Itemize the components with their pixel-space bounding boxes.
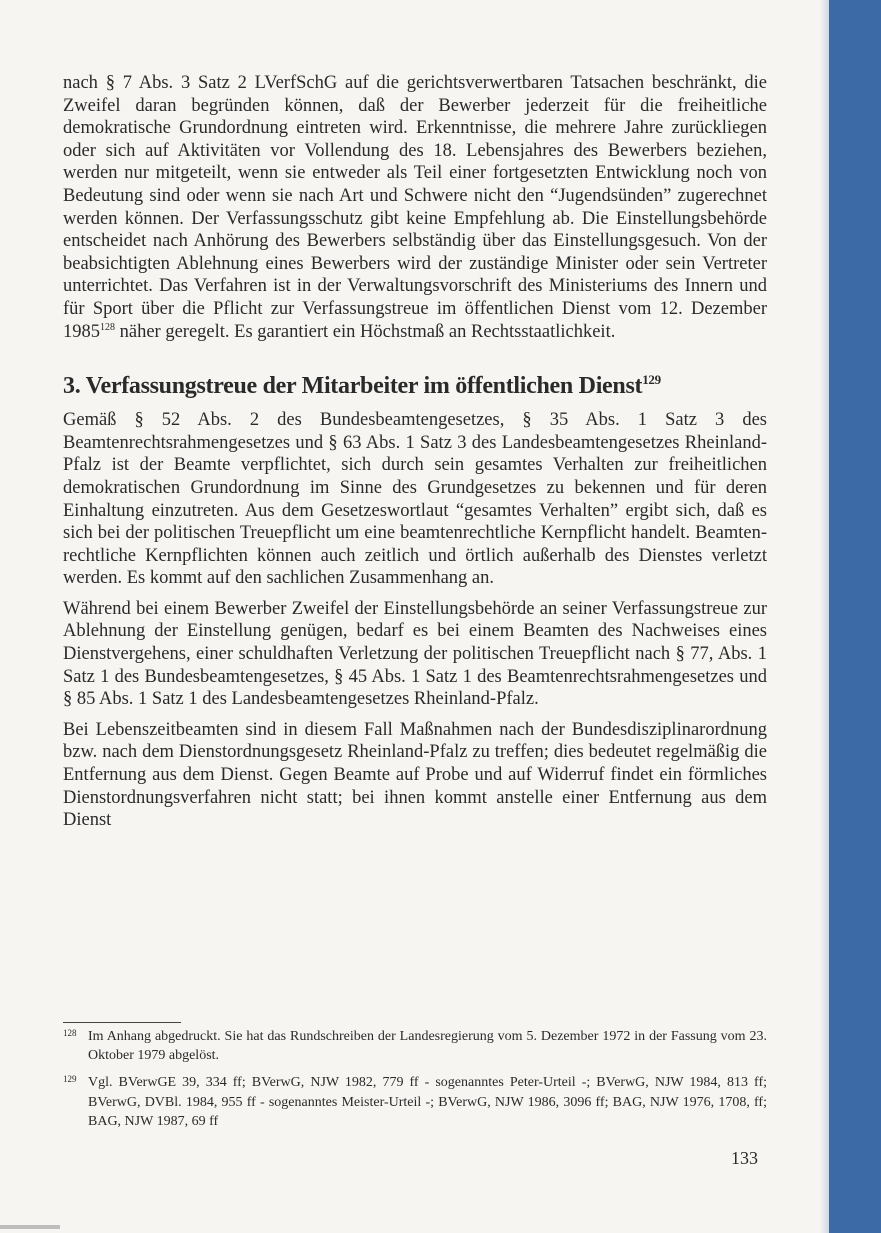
footnote-text: Vgl. BVerwGE 39, 334 ff; BVerwG, NJW 1982, 779 ff - sogenanntes Peter-Urteil -; BVerwG, NJW 1984, 813 ff; BVerwG, DVBl. 1984, 955 ff - sogenanntes Meister-Urteil -; BVerwG, NJW 1986, 3096 ff; BAG, NJW 1976, 1708, ff; BAG, NJW 1987, 69 ff (88, 1075, 767, 1129)
scan-artifact-mark (0, 1225, 60, 1229)
footnote-ref: 129 (642, 372, 661, 388)
blue-page-edge-bar (829, 0, 881, 1233)
paragraph-text-tail: näher geregelt. Es garantiert ein Höchstmaß an Rechtsstaatlichkeit. (119, 321, 616, 342)
footnote-number: 129 (63, 1074, 77, 1085)
paragraph: Bei Lebenszeitbeamten sind in diesem Fall Maßnahmen nach der Bundesdisziplinarordnung bzw. nach dem Dienstordnungsgesetz Rheinland-Pfalz zu treffen; dies bedeutet regelmäßig die Entfernung aus dem Dienst. Gegen Beamte auf Probe und auf Widerruf findet ein förmliches Dienstordnungsverfahren nicht statt; bei ihnen kommt anstelle einer Entfernung aus dem Dienst (63, 719, 767, 831)
paragraph-text: nach § 7 Abs. 3 Satz 2 LVerfSchG auf die gerichtsverwertbaren Tatsachen beschränkt, die Zweifel daran begründen können, daß der Bewerber jederzeit für die freiheitliche demokratische Grundordnung eintreten wird. Erkenntnisse, die mehrere Jahre zurückliegen oder sich auf Aktivitäten vor Vollendung des 18. Lebensjahres des Bewerbers beziehen, werden nur mitgeteilt, wenn sie entweder als Teil einer fortgesetzten Entwicklung noch von Bedeutung sind oder wenn sie nach Art und Schwere nicht den “Jugendsünden” zugerechnet werden können. Der Verfassungsschutz gibt keine Empfehlung ab. Die Einstellungsbehörde entscheidet nach Anhörung des Bewerbers selbständig über das Einstellungsgesuch. Von der beabsichtigten Ablehnung eines Bewerbers wird der zuständige Minister oder sein Vertreter unterrichtet. Das Verfahren ist in der Verwaltungsvorschrift des Ministeriums des Innern und für Sport über die Pflicht zur Verfassungstreue im öffentlichen Dienst vom 12. Dezember 1985 (63, 73, 767, 342)
paragraph-continued (63, 72, 767, 343)
footnote-text: Im Anhang abgedruckt. Sie hat das Rundschreiben der Landesregierung vom 5. Dezember 1972 in der Fassung vom 23. Oktober 1979 abgelöst. (88, 1029, 767, 1064)
footnote-rule (63, 1022, 181, 1023)
footnote (63, 1027, 767, 1065)
page-number: 133 (731, 1148, 758, 1168)
paragraph: Gemäß § 52 Abs. 2 des Bundesbeamtengesetzes, § 35 Abs. 1 Satz 3 des Beamtenrechtsrahmengesetzes und § 63 Abs. 1 Satz 3 des Landesbeamtengesetzes Rheinland-Pfalz ist der Beamte verpflichtet, sich durch sein gesamtes Verhalten zur freiheitlichen demokratischen Grundordnung im Sinne des Grundgesetzes zu bekennen und für deren Einhaltung einzutreten. Aus dem Gesetzeswortlaut “gesamtes Verhalten” ergibt sich, daß es sich bei der politischen Treuepflicht um eine beamtenrechtliche Kernpflicht handelt. Beamtenrechtliche Kernpflichten können auch zeitlich und örtlich außerhalb des Dienstes verletzt werden. Es kommt auf den sachlichen Zusammenhang an. (63, 410, 767, 589)
footnote-number: 128 (63, 1028, 77, 1038)
footnote (63, 1073, 767, 1131)
paragraph: Während bei einem Bewerber Zweifel der Einstellungsbehörde an seiner Verfassungstreue zur Ablehnung der Einstellung genügen, bedarf es bei einem Beamten des Nachweises eines Dienstvergehens, einer schuldhaften Verletzung der politischen Treuepflicht nach § 77, Abs. 1 Satz 1 des Bundesbeamtengesetzes, § 45 Abs. 1 Satz 1 des Beamtenrechtsrahmengesetzes und § 85 Abs. 1 Satz 1 des Landesbeamtengesetzes Rheinland-Pfalz. (63, 598, 767, 710)
page-edge-shade (820, 0, 829, 1233)
section-heading-text: 3. Verfassungstreue der Mitarbeiter im öffentlichen Dienst (63, 373, 643, 400)
footnotes (63, 1022, 767, 1139)
section-heading (63, 371, 767, 401)
main-text (63, 72, 767, 832)
footnote-ref: 128 (100, 321, 115, 333)
